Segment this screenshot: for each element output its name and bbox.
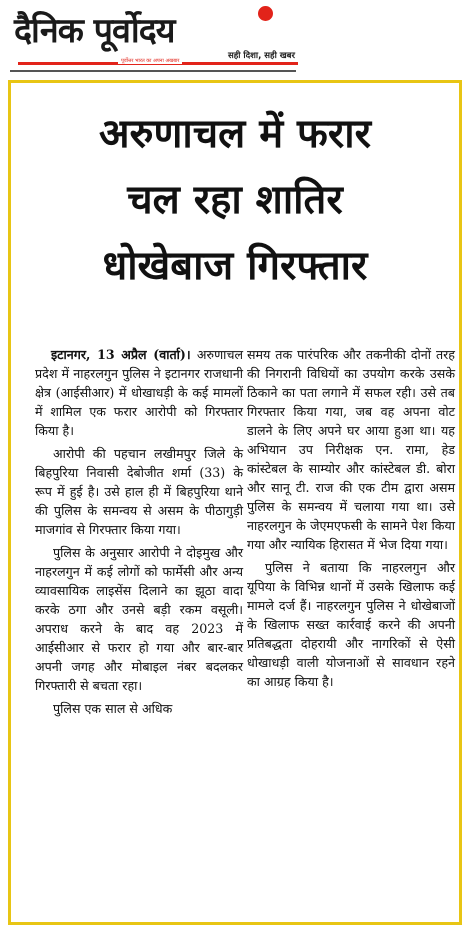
article-column-right (247, 345, 455, 695)
article-frame (8, 80, 462, 925)
article-paragraph: आरोपी की पहचान लखीमपुर जिले के बिहपुरिया निवासी देबोजीत शर्मा (33) के रूप में हुई है। उसे हाल ही में बिहपुरिया थाने की पुलिस के समन्वय से असम के पीठागुड़ी माजगांव से गिरफ्तार किया गया। (35, 446, 243, 537)
article-headline (11, 101, 459, 299)
article-paragraph: पुलिस ने बताया कि नाहरलगुन और यूपिया के विभिन्न थानों में उसके खिलाफ कई मामले दर्ज हैं। नाहरलगुन पुलिस ने धोखेबाजों के खिलाफ सख्त कार्रवाई करने की अपनी प्रतिबद्धता दोहरायी और नागरिकों से ऐसी धोखाधड़ी वाली योजनाओं से सावधान रहने का आग्रह किया है। (247, 560, 455, 689)
masthead (0, 0, 476, 78)
dateline: इटानगर, 13 अप्रैल (वार्ता)। (51, 347, 191, 362)
article-paragraph: इटानगर, 13 अप्रैल (वार्ता)। अरुणाचल प्रदेश में नाहरलगुन पुलिस ने इटानगर राजधानी क्षेत्र (आईसीआर) में धोखाधड़ी के कई मामलों में शामिल एक फरार आरोपी को गिरफ्तार किया है। (35, 347, 243, 438)
logo-dot-icon (258, 6, 273, 21)
newspaper-title: दैनिक पूर्वोदय (14, 11, 175, 51)
headline-line-2: चल रहा शातिर (127, 177, 343, 223)
article-column-left (35, 345, 243, 722)
article-paragraph: समय तक पारंपरिक और तकनीकी दोनों तरह की निगरानी विधियों का उपयोग करके उसके ठिकाने का पता लगाने में सफल रही। उसे तब गिरफ्तार किया गया, जब वह अपना वोट डालने के लिए अपने घर आया हुआ था। यह अभियान उप निरीक्षक एन. रामा, हेड कांस्टेबल के साम्योर और कांस्टेबल डी. बोरा और सानू टी. राज की एक टीम द्वारा असम पुलिस के समन्वय में चलाया गया था। उसे नाहरलगुन के जेएमएफसी के सामने पेश किया गया और न्यायिक हिरासत में भेज दिया गया। (247, 347, 455, 552)
article-paragraph: पुलिस के अनुसार आरोपी ने दोइमुख और नाहरलगुन में कई लोगों को फार्मेसी और अन्य व्यावसायिक लाइसेंस दिलाने का झूठा वादा करके ठगा और उनसे बड़ी रकम वसूली। अपराध करने के बाद वह 2023 में आईसीआर से फरार हो गया और बार-बार अपनी जगह और मोबाइल नंबर बदलकर गिरफ्तारी से बचता रहा। (35, 545, 243, 693)
masthead-strip-text: पूर्वोत्तर भारत का अपना अखबार (118, 58, 182, 64)
headline-line-1: अरुणाचल में फरार (99, 111, 371, 157)
masthead-rule (10, 70, 296, 72)
article-paragraph: पुलिस एक साल से अधिक (53, 701, 173, 716)
newspaper-tagline: सही दिशा, सही खबर (228, 51, 296, 61)
headline-line-3: धोखेबाज गिरफ्तार (102, 243, 368, 289)
